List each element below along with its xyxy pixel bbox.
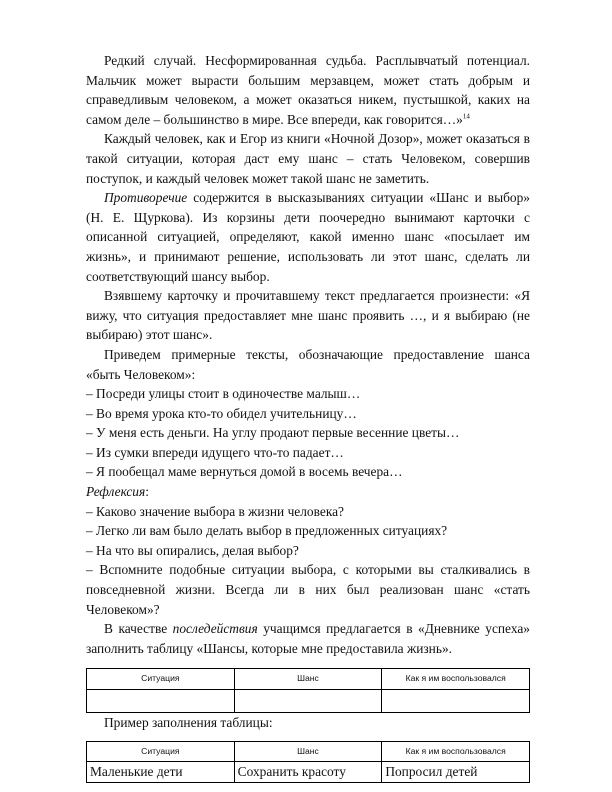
paragraph-card-phrase: Взявшему карточку и прочитавшему текст предлагается произнести: «Я вижу, что ситуация предоставляет мне шанс проявить …, и я выбираю (не выбираю) этот шанс».	[86, 288, 530, 343]
list-item: – Посреди улицы стоит в одиночестве малыш…	[86, 386, 361, 402]
table-cell	[234, 690, 382, 713]
table-row	[87, 762, 530, 783]
paragraph-quote-end: Редкий случай. Несформированная судьба. Расплывчатый потенциал. Мальчик может вырасти большим мерзавцем, может стать добрым и справедливым человеком, а может оказаться никем, пустышкой, каких на самом деле – большинство в мире. Все впереди, как говорится…»$^{14}$	[86, 53, 530, 127]
table-header-cell: Шанс	[234, 741, 382, 762]
term-contradiction: Противоречие	[104, 190, 188, 206]
chances-table-empty	[86, 668, 530, 713]
chances-table-example	[86, 741, 530, 783]
document-page	[86, 51, 530, 783]
list-item: – Из сумки впереди идущего что-то падает…	[86, 444, 344, 460]
paragraph-contradiction: Противоречие содержится в высказываниях ситуации «Шанс и выбор» (Н. Е. Щуркова). Из корзины дети поочередно вынимают карточки с описанной ситуацией, определяют, какой именно шанс «посылает им жизнь», и принимают решение, использовать ли этот шанс, сделать ли соответствующий шансу выбор.	[86, 190, 530, 284]
reflection-question-last: – Вспомните подобные ситуации выбора, с которыми вы сталкивались в повседневной жизни. Всегда ли в них был реализован шанс «стать Человеком»?	[86, 562, 530, 617]
table-cell: Сохранить красоту	[234, 762, 382, 783]
table-header-cell: Как я им воспользовался	[382, 741, 530, 762]
reflection-heading: Рефлексия:	[86, 484, 149, 500]
table-header-row	[87, 741, 530, 762]
table-cell	[87, 690, 235, 713]
table-cell	[382, 690, 530, 713]
list-item: – У меня есть деньги. На углу продают первые весенние цветы…	[86, 425, 460, 441]
paragraph-night-watch: Каждый человек, как и Егор из книги «Ночной Дозор», может оказаться в такой ситуации, которая даст ему шанс – стать Человеком, совершив поступок, и каждый человек может такой шанс не заметить.	[86, 131, 530, 186]
footnote-ref: 14	[462, 112, 470, 121]
table-header-cell: Ситуация	[87, 669, 235, 690]
table-cell: Попросил детей	[382, 762, 530, 783]
paragraph-aftereffect: В качестве последействия учащимся предлагается в «Дневнике успеха» заполнить таблицу «Шансы, которые мне предоставила жизнь».	[86, 621, 530, 656]
term-aftereffect: последействия	[172, 621, 258, 637]
reflection-question: – Каково значение выбора в жизни человека?	[86, 503, 345, 519]
table-header-cell: Ситуация	[87, 741, 235, 762]
example-title: Пример заполнения таблицы:	[104, 715, 273, 730]
list-item: – Я пообещал маме вернуться домой в восемь вечера…	[86, 464, 403, 480]
table-row	[87, 690, 530, 713]
reflection-question: – Легко ли вам было делать выбор в предложенных ситуациях?	[86, 523, 448, 539]
reflection-question: – На что вы опирались, делая выбор?	[86, 542, 299, 558]
table-cell: Маленькие дети	[87, 762, 235, 783]
table-header-row	[87, 669, 530, 690]
table-header-cell: Как я им воспользовался	[382, 669, 530, 690]
paragraph-sample-texts: Приведем примерные тексты, обозначающие предоставление шанса «быть Человеком»:	[86, 346, 530, 382]
table-header-cell: Шанс	[234, 669, 382, 690]
list-item: – Во время урока кто-то обидел учительницу…	[86, 405, 357, 421]
